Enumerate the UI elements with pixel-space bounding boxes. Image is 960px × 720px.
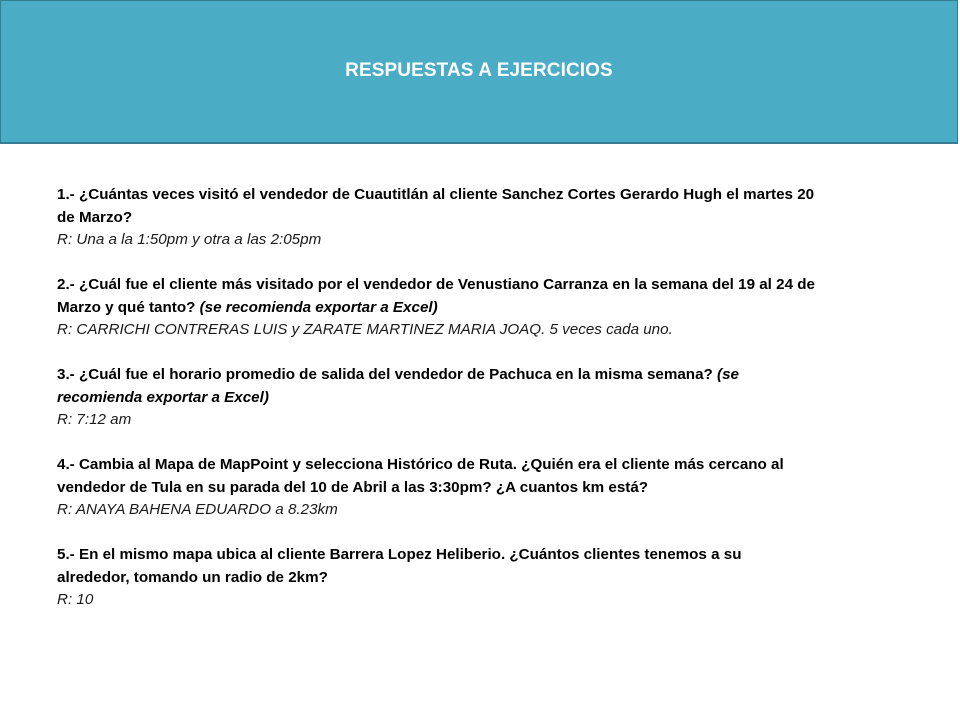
question-text bbox=[57, 274, 817, 319]
page-title: RESPUESTAS A EJERCICIOS bbox=[345, 60, 613, 81]
exercise-answers bbox=[57, 184, 817, 634]
answer-text: R: ANAYA BAHENA EDUARDO a 8.23km bbox=[57, 501, 338, 518]
question-body: 2.- ¿Cuál fue el cliente más visitado por el vendedor de Venustiano Carranza en la semana del 19 al 24 de Marzo y qué tanto? bbox=[57, 276, 815, 316]
question-block-5 bbox=[57, 544, 817, 612]
answer-text: R: 7:12 am bbox=[57, 411, 132, 428]
question-hint: (se recomienda exportar a Excel) bbox=[57, 366, 739, 406]
question-body: 5.- En el mismo mapa ubica al cliente Barrera Lopez Heliberio. ¿Cuántos clientes tenemos a su alrededor, tomando un radio de 2km? bbox=[57, 546, 742, 586]
question-block-4 bbox=[57, 454, 817, 522]
question-text bbox=[57, 454, 817, 499]
question-block-3 bbox=[57, 364, 817, 432]
question-block-2 bbox=[57, 274, 817, 342]
question-text bbox=[57, 544, 817, 589]
answer-text: R: 10 bbox=[57, 591, 94, 608]
question-body: 1.- ¿Cuántas veces visitó el vendedor de Cuautitlán al cliente Sanchez Cortes Gerardo Hugh el martes 20 de Marzo? bbox=[57, 186, 815, 226]
question-body: 4.- Cambia al Mapa de MapPoint y selecciona Histórico de Ruta. ¿Quién era el cliente más cercano al vendedor de Tula en su parada del 10 de Abril a las 3:30pm? ¿A cuantos km está? bbox=[57, 456, 784, 496]
question-body: 3.- ¿Cuál fue el horario promedio de salida del vendedor de Pachuca en la misma semana? bbox=[57, 366, 713, 383]
question-hint: (se recomienda exportar a Excel) bbox=[199, 298, 438, 316]
question-text bbox=[57, 184, 817, 229]
question-text bbox=[57, 364, 817, 409]
answer-text: R: CARRICHI CONTRERAS LUIS y ZARATE MARTINEZ MARIA JOAQ. 5 veces cada uno. bbox=[57, 321, 673, 338]
question-block-1 bbox=[57, 184, 817, 252]
title-banner bbox=[0, 0, 958, 144]
answer-text: R: Una a la 1:50pm y otra a las 2:05pm bbox=[57, 231, 322, 248]
